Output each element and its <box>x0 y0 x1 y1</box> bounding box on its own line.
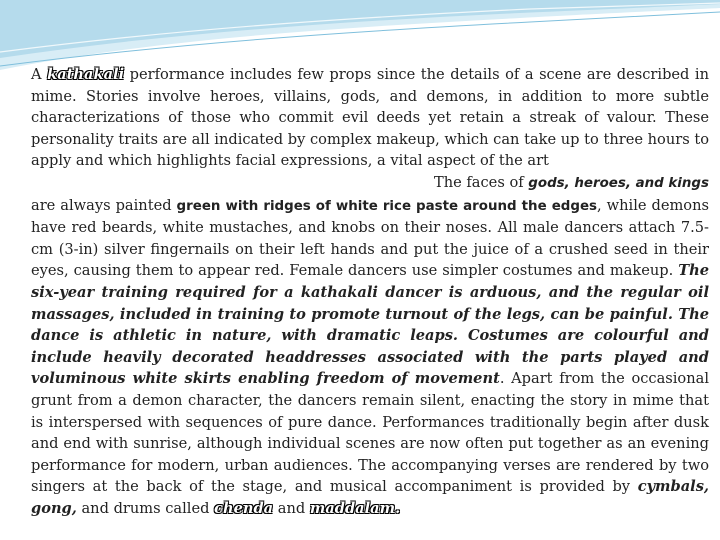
term-chenda: chenda <box>214 499 274 517</box>
term-green-makeup: green with ridges of white rice paste around the edges <box>176 198 597 214</box>
text-run: and drums called <box>76 499 215 517</box>
term-cymbals-gong: cymbals, gong, <box>31 478 709 517</box>
document-body <box>31 64 709 519</box>
paragraph-1 <box>31 64 709 172</box>
text-run: are always painted <box>31 196 177 214</box>
text-run: A <box>31 66 48 83</box>
header-wave-decoration <box>0 0 720 70</box>
text-run: performance includes few props since the details of a scene are described in mime. Stories involve heroes, villains, gods, and demons, in addition to more subtle characterizations of those who commit evil deeds yet retain a streak of valour. These personality traits are all indicated by complex makeup, which can take up to three hours to apply and which highlights facial expressions, a vital aspect of the art <box>31 66 709 170</box>
term-maddalam: maddalam. <box>309 499 401 517</box>
term-gods-heroes-kings: gods, heroes, and kings <box>528 175 709 191</box>
text-run: , while demons have red beards, white mustaches, and knobs on their noses. All male dancers attach 7.5-cm (3-in) silver fingernails on their left hands and put the juice of a crushed seed in their eyes, causing them to appear red. Female dancers use simpler costumes and makeup. <box>31 196 709 280</box>
text-run: The faces of <box>434 173 529 191</box>
term-kathakali: kathakali <box>47 66 125 83</box>
paragraph-3 <box>31 195 709 520</box>
paragraph-2 <box>31 172 709 195</box>
text-run: . Apart from the occasional grunt from a demon character, the dancers remain silent, enacting the story in mime that is interspersed with sequences of pure dance. Performances traditionally begin after dusk and end with sunrise, although individual scenes are now often put together as an evening performance for modern, urban audiences. The accompanying verses are rendered by two singers at the back of the stage, and musical accompaniment is provided by <box>31 370 709 496</box>
text-run: and <box>273 499 310 517</box>
italic-passage: The six-year training required for a kathakali dancer is arduous, and the regular oil massages, included in training to promote turnout of the legs, can be painful. The dance is athletic in nature, with dramatic leaps. Costumes are colourful and include heavily decorated headdresses associated with the parts played and voluminous white skirts enabling freedom of movement <box>31 262 709 388</box>
